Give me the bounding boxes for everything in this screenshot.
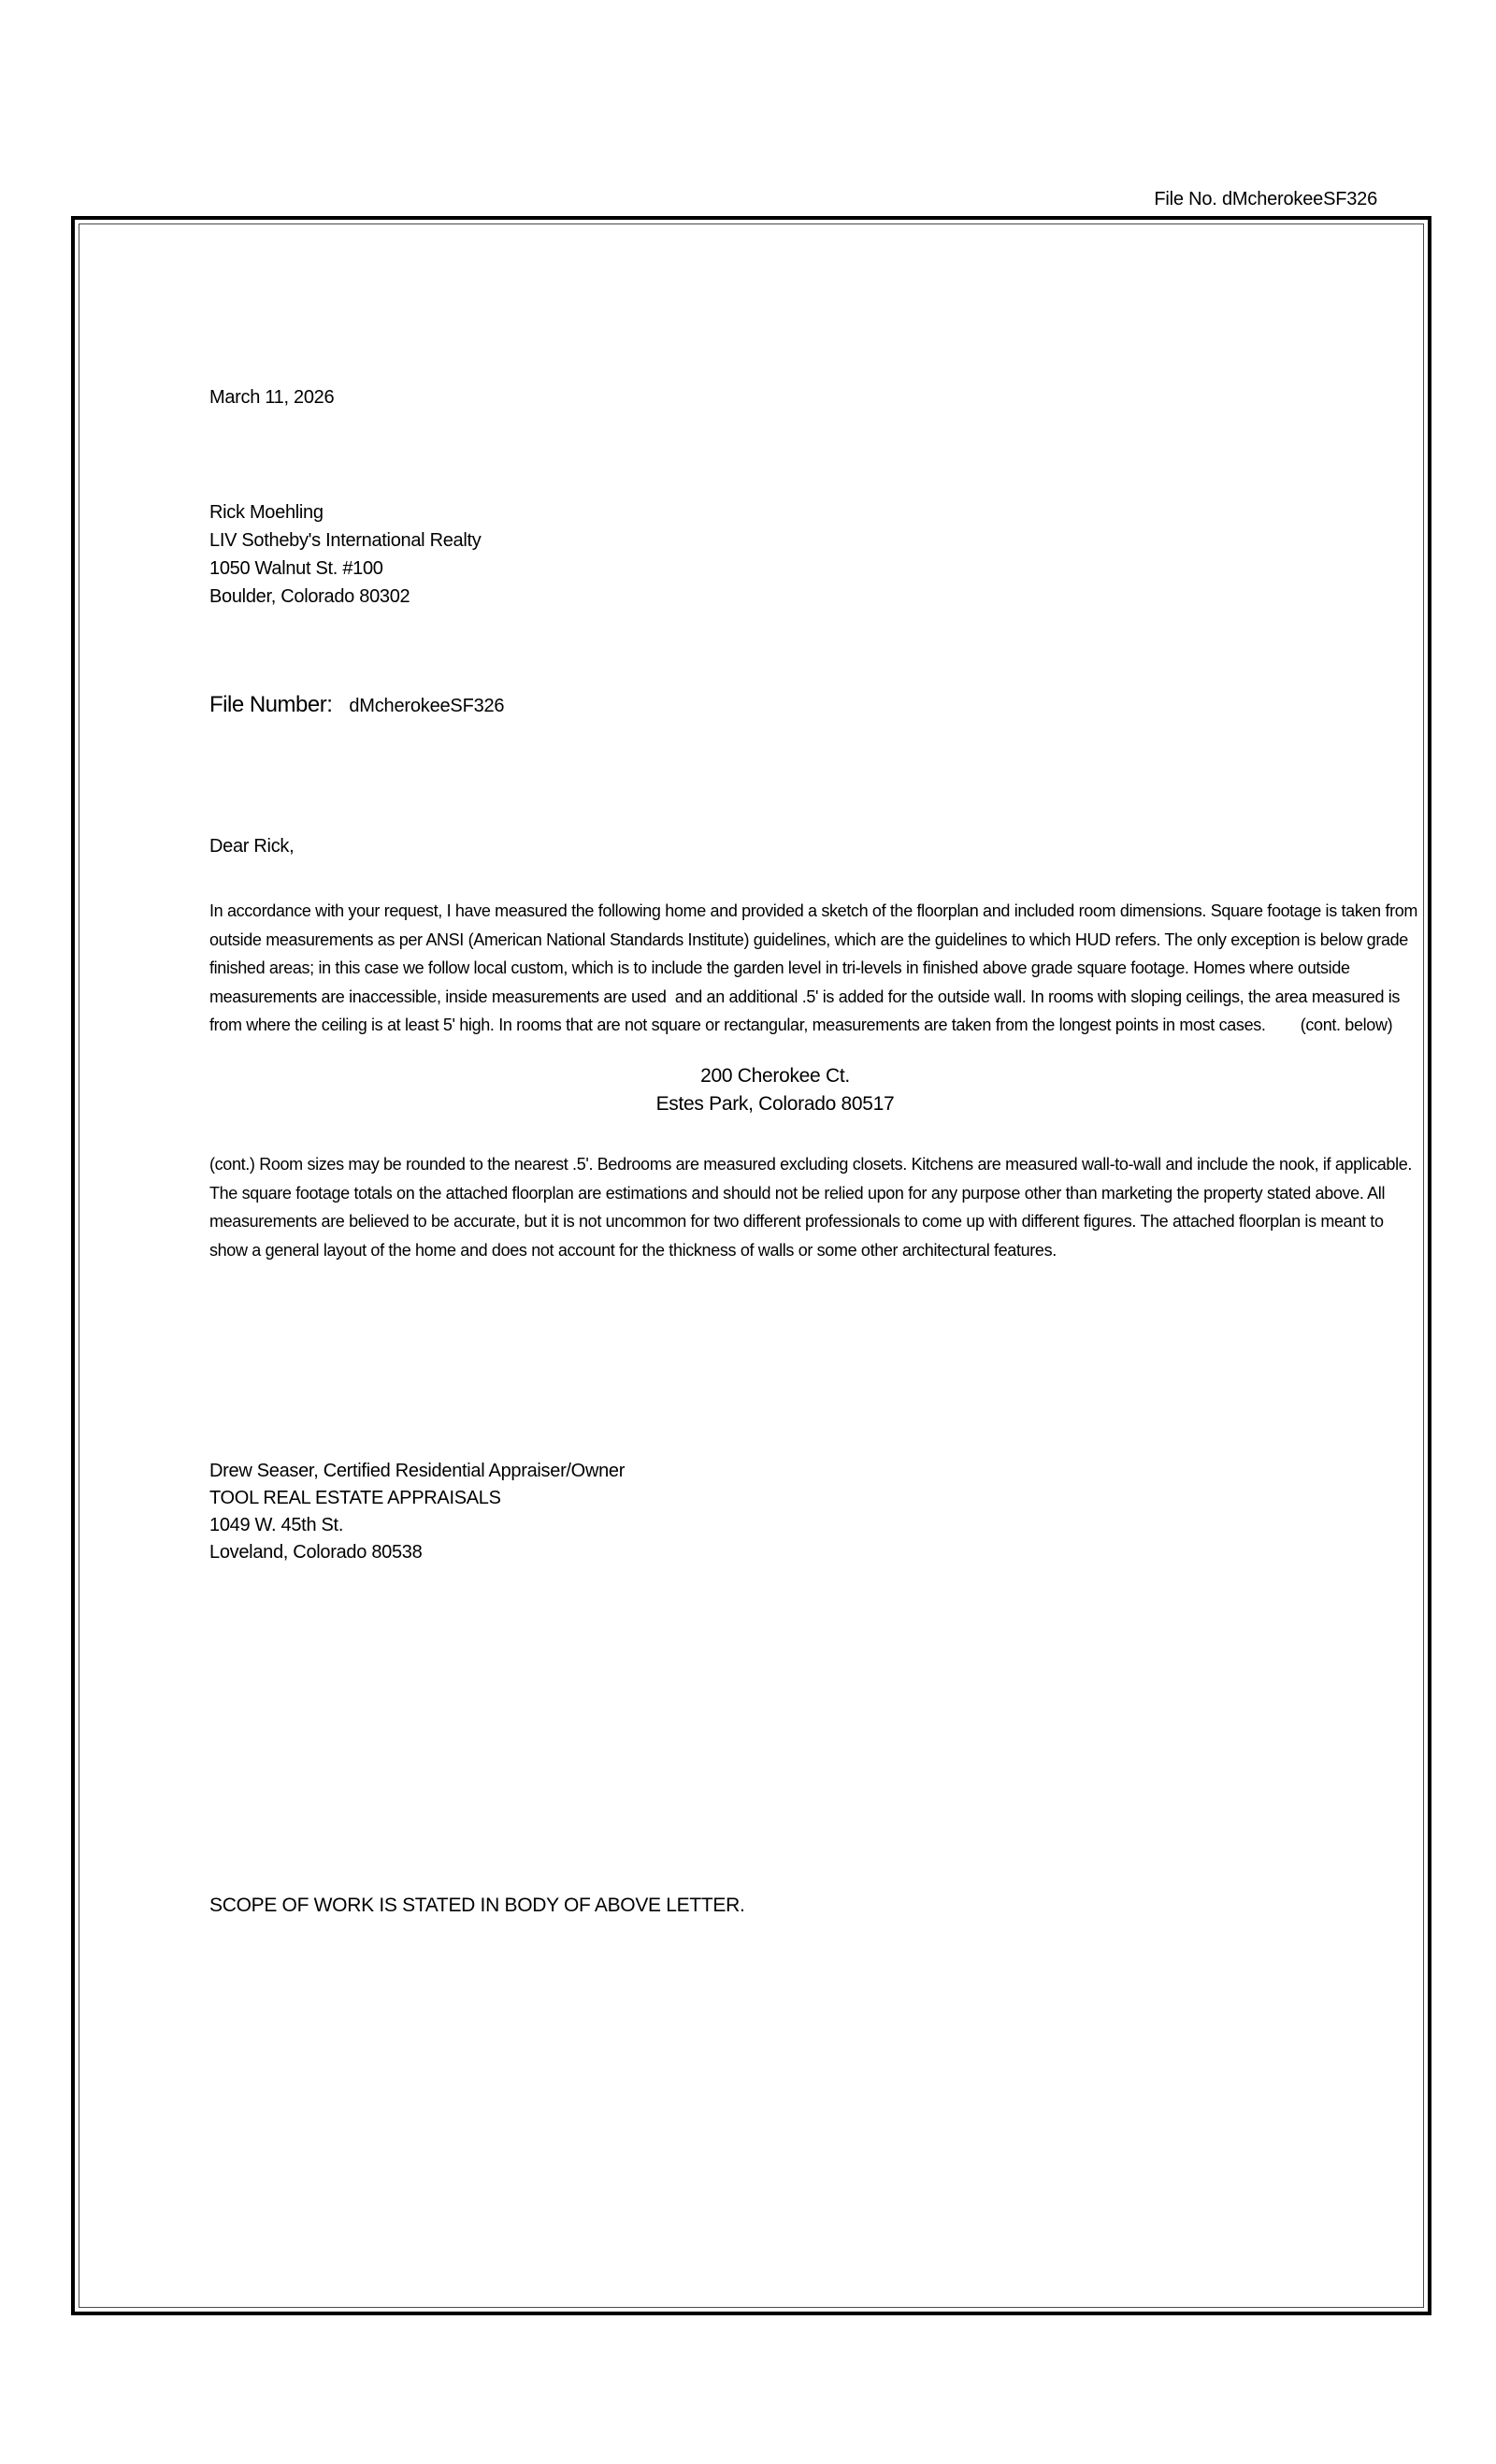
property-street: 200 Cherokee Ct.	[700, 1065, 850, 1087]
paragraph-line: The square footage totals on the attached floorplan are estimations and should not be relied upon for any purpose other than marketing the property stated above. All	[209, 1183, 1386, 1203]
paragraph-line: outside measurements as per ANSI (American National Standards Institute) guidelines, which are the guidelines to which HUD refers. The only exception is below grade	[209, 929, 1408, 949]
signer-name-title: Drew Seaser, Certified Residential Appraiser/Owner	[209, 1461, 626, 1481]
body-paragraph-1	[209, 897, 1417, 1040]
recipient-address-block	[209, 498, 481, 611]
paragraph-line: measurements are inaccessible, inside measurements are used and an additional .5' is added for the outside wall. In rooms with sloping ceilings, the area measured is	[209, 987, 1401, 1006]
paragraph-line: from where the ceiling is at least 5' high. In rooms that are not square or rectangular, measurements are taken from the longest points in most cases. (cont. below)	[209, 1016, 1393, 1034]
recipient-name: Rick Moehling	[209, 502, 324, 523]
paragraph-line: measurements are believed to be accurate, but it is not uncommon for two different professionals to come up with different figures. The attached floorplan is meant to	[209, 1212, 1384, 1231]
signer-city-state-zip: Loveland, Colorado 80538	[209, 1542, 423, 1563]
paragraph-line: (cont.) Room sizes may be rounded to the nearest .5'. Bedrooms are measured excluding closets. Kitchens are measured wall-to-wall and include the nook, if applicable.	[209, 1155, 1413, 1174]
letter-date: March 11, 2026	[209, 387, 335, 408]
salutation: Dear Rick,	[209, 836, 295, 857]
paragraph-line: In accordance with your request, I have measured the following home and provided a sketch of the floorplan and included room dimensions. Square footage is taken from	[209, 901, 1418, 920]
property-address-block	[209, 1062, 1341, 1118]
paragraph-line: show a general layout of the home and does not account for the thickness of walls or some other architectural features.	[209, 1240, 1057, 1260]
signer-street: 1049 W. 45th St.	[209, 1515, 344, 1535]
recipient-company: LIV Sotheby's International Realty	[209, 530, 482, 551]
file-number-row	[209, 692, 504, 718]
scope-of-work-note: SCOPE OF WORK IS STATED IN BODY OF ABOVE LETTER.	[209, 1895, 745, 1916]
property-city-state-zip: Estes Park, Colorado 80517	[655, 1093, 895, 1115]
recipient-city-state-zip: Boulder, Colorado 80302	[209, 586, 410, 607]
paragraph-line: finished areas; in this case we follow local custom, which is to include the garden level in tri-levels in finished above grade square footage. Homes where outside	[209, 958, 1350, 977]
recipient-street: 1050 Walnut St. #100	[209, 558, 383, 579]
file-no-header: File No. dMcherokeeSF326	[1154, 189, 1377, 209]
file-number-value: dMcherokeeSF326	[349, 696, 505, 716]
body-paragraph-2	[209, 1150, 1412, 1264]
file-number-label: File Number:	[209, 692, 333, 717]
signer-company: TOOL REAL ESTATE APPRAISALS	[209, 1488, 501, 1508]
signature-block	[209, 1458, 625, 1566]
